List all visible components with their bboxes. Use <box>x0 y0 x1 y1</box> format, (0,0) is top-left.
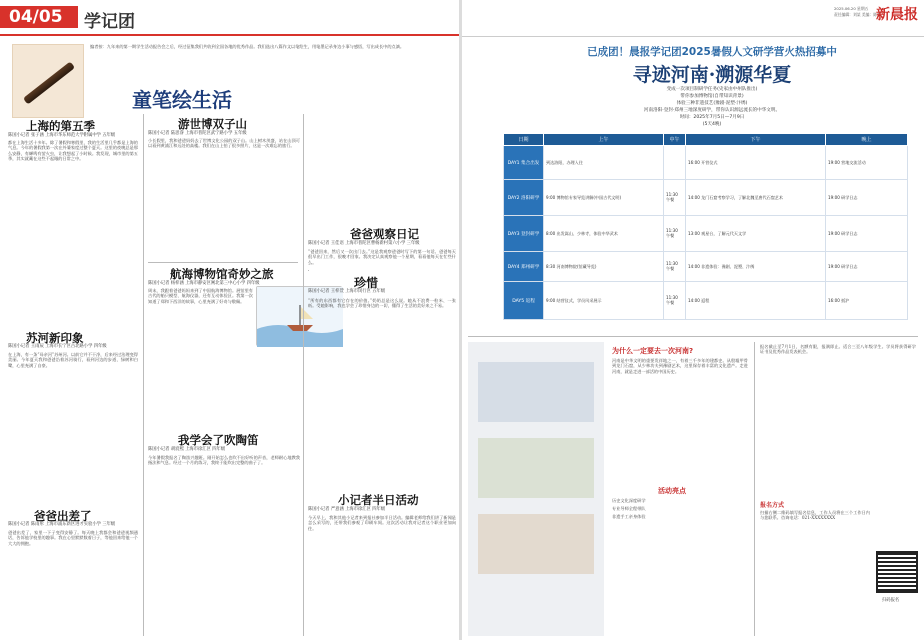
activity-title: 活动亮点 <box>658 487 686 495</box>
article-byline: 陈国小记者 王梓萱 上海市闵行区 五年级 <box>308 289 386 294</box>
table-row <box>504 216 908 252</box>
article-byline: 陈国小记者 严意涵 上海市徐汇区 四年级 <box>308 507 386 512</box>
qr-label: 扫码报名 <box>882 598 900 603</box>
column-divider <box>303 114 304 636</box>
date-tag: 04/05 <box>0 6 78 28</box>
editor-note: 编者按：九年来的第一期学生活动报告会之后，经过征集我们共收到全国各地的优秀作品。我们选出八篇作文以笔绘生，用笔墨记录身边小事与感悟，写出成长中的点滴。 <box>90 44 405 49</box>
article-title: 上海的第五季 <box>26 119 95 133</box>
article-title: 苏河新印象 <box>26 331 84 345</box>
activity-item: 历史文化深度研学 <box>612 498 646 503</box>
column-header: 下午 <box>686 134 826 146</box>
article-body: 今天早上，我和其他小记者来到报社参加半日活动。编辑老师给我们讲了新闻是怎么采写的，还带我们参观了印刷车间。这次活动让我对记者这个职业更加向往。 <box>308 515 456 531</box>
signup-title: 报名方式 <box>760 502 785 509</box>
section-title: 学记团 <box>84 12 135 32</box>
pen-illustration <box>12 44 84 118</box>
afternoon-cell: 14:00 龙门石窟考察学习，了解北魏至唐代石窟艺术 <box>686 180 826 216</box>
evening-cell: 16:00 抵沪 <box>826 282 908 320</box>
issue-date: 2025.06.20 星期五 <box>834 6 869 11</box>
info-body: 报名截止至7月1日，名额有限，报满即止。适合三至八年级学生。学员将获得研学证书及优秀作品发表机会。 <box>760 344 916 355</box>
row-divider <box>148 262 298 263</box>
article-title: 航海博物馆奇妙之旅 <box>170 267 274 281</box>
morning-cell: 9:00 结营仪式，学员风采展示 <box>544 282 664 320</box>
day-cell: DAY5 返程 <box>504 282 544 320</box>
article-title: 爸爸观察日记 <box>350 227 419 241</box>
article-title: 游世博双子山 <box>178 117 247 131</box>
article-body: “所有的东西都有它存在的价值。”奶奶总是这么说。她从不浪费一粒米、一张纸。受她影响，我也学会了珍惜身边的一切，懂得了生活的美好来之不易。 <box>308 298 456 309</box>
day-cell: DAY2 洛阳研学 <box>504 180 544 216</box>
article-byline: 陈国小记者 胡宸熙 上海市徐汇区 四年级 <box>148 447 226 452</box>
column-header: 中午 <box>664 134 686 146</box>
promo-date: 时间：2025年7月5日—7月9日 <box>679 115 745 120</box>
morning-cell: 8:30 河南博物院(馆藏导览) <box>544 252 664 282</box>
question-title: 为什么一定要去一次河南? <box>612 347 694 355</box>
column-divider <box>143 114 144 636</box>
article-body: 爸爸出差了，家里一下子变得安静了。每天晚上我都会和爸爸视频通话，告诉他学校里的趣事。我在心里默默数着日子，等他回来给他一个大大的拥抱。 <box>8 530 138 546</box>
spacer <box>308 270 309 271</box>
table-header-row <box>504 134 908 146</box>
editor-credit: 责任编辑：刘某 美编：陈某 <box>834 12 881 17</box>
day-cell: DAY4 郑州研学 <box>504 252 544 282</box>
promo-line: 变成一次项目制研学任务(史家由中州队推出) <box>666 87 758 92</box>
table-row <box>504 252 908 282</box>
question-body: 河南是中华文明的重要发祥地之一，有着三千多年的建都史。从殷墟甲骨到龙门石窟，从少林功夫到豫剧艺术，这里保存着丰富的文化遗产。走进河南，就是走进一部活的中国历史。 <box>612 358 748 374</box>
activity-item: 非遗手工亲身体验 <box>612 514 646 519</box>
noon-cell: 11:30 午餐 <box>664 282 686 320</box>
table-row <box>504 180 908 216</box>
article-byline: 陈国小记者 张子涵 上海市华东师范大学附属中学 五年级 <box>8 133 116 138</box>
page-header <box>462 0 924 40</box>
promo-title: 寻迹河南·溯源华夏 <box>632 64 792 86</box>
signup-body: 扫描右侧二维码填写报名信息，工作人员将在三个工作日内与您联系。咨询电话：021-XXXXXXXX <box>760 510 870 521</box>
article-title: 珍惜 <box>354 276 379 290</box>
promo-headline: 已成团！晨报学记团2025暑假人文研学营火热招募中 <box>587 46 837 58</box>
day-cell: DAY3 登封研学 <box>504 216 544 252</box>
article-body: 在上海，有一条“母亲河”苏州河。以前它并不干净，后来经过治理变得美丽。今年夏天我和爸爸沿着苏河骑行，看到河边的步道、绿树和白鹭，心里充满了自豪。 <box>8 352 138 368</box>
article-byline: 陈国小记者 杨梓涵 上海市静安区闸北第三中心小学 四年级 <box>148 281 260 286</box>
evening-cell: 19:00 研学日志 <box>826 180 908 216</box>
morning-cell: 8:00 出发嵩山、少林寺，体验中华武术 <box>544 216 664 252</box>
main-title: 童笔绘生活 <box>132 88 232 112</box>
article-byline: 陈国小记者 王雨辰 上海市长宁区古北路小学 四年级 <box>8 344 107 349</box>
article-title: 小记者半日活动 <box>338 493 419 507</box>
article-body: 今年暑假我报名了陶笛兴趣班。刚开始怎么也吹不出好听的声音，老师耐心地教我指法和气息。经过一个月的练习，我终于能吹出完整的曲子了。 <box>148 455 300 466</box>
evening-cell: 19:00 研学日志 <box>826 216 908 252</box>
section-divider <box>468 336 918 337</box>
promo-line: 体验三种非遗技艺(豫剧·泥塑·汴绣) <box>676 101 748 106</box>
evening-cell: 19:00 研学日志 <box>826 252 908 282</box>
side-photo-column <box>468 342 604 636</box>
article-title: 爸爸出差了 <box>34 509 92 523</box>
table-row <box>504 146 908 180</box>
article-title: 我学会了吹陶笛 <box>178 433 259 447</box>
column-header: 上午 <box>544 134 664 146</box>
article-body: 周末，我跟着爸爸妈妈来到了中国航海博物馆。展馆里有古代的船只模型、航海仪器，还有互动体验区。我第一次知道了郑和下西洋的故事，心里充满了好奇与敬佩。 <box>148 288 253 304</box>
evening-cell: 19:00 营地交流活动 <box>826 146 908 180</box>
noon-cell <box>664 146 686 180</box>
noon-cell: 11:30 午餐 <box>664 252 686 282</box>
article-byline: 陈国小记者 王佳语 上海市普陀区曹杨新村第六小学 三年级 <box>308 241 420 246</box>
promo-duration: (5天4晚) <box>702 122 722 127</box>
noon-cell: 11:30 午餐 <box>664 216 686 252</box>
afternoon-cell: 14:00 返程 <box>686 282 826 320</box>
article-body: 小长假里，我和爸爸妈妈去了世博文化公园的双子山。山上树木茂盛，站在山顶可以看到黄浦江和远处的高楼。我们在山上拍了很多照片，这是一次难忘的旅行。 <box>148 138 300 149</box>
newspaper-logo: 新晨报 <box>876 7 918 23</box>
left-page <box>0 0 459 640</box>
afternoon-cell: 13:00 观星台，了解元代天文学 <box>686 216 826 252</box>
column-divider <box>754 342 755 636</box>
afternoon-cell: 14:00 非遗体验：豫剧、泥塑、汴绣 <box>686 252 826 282</box>
header-rule <box>0 34 459 36</box>
table-row <box>504 282 908 320</box>
article-body: 都在上海生活十多年。除了暑假和寒假里，我的生活里几乎都是上海的气息。今年的暑假我第一次在外婆家度过整个夏天。这里的夜晚总是那么安静，有蝉鸣有萤火虫，让我想起了小时候。我发现，城市里的第五季，其实就藏在这些不起眼的日常之中。 <box>8 140 138 162</box>
activity-item: 专业导师全程带队 <box>612 506 646 511</box>
itinerary-table <box>503 133 908 320</box>
promo-line: 河南洛阳·登封·郑州三地深度研学，带你认识源远流长的中华文明。 <box>643 108 781 113</box>
page-header <box>0 0 459 34</box>
article-byline: 陈国小记者 陆思睿 上海市普陀区武宁路小学 五年级 <box>148 131 247 136</box>
promo-line: 带你参加博物馆(自带知识背景) <box>680 94 744 99</box>
qr-code[interactable] <box>876 551 918 593</box>
article-byline: 陈国小记者 陈雨彤 上海市浦东新区进才实验小学 三年级 <box>8 522 116 527</box>
afternoon-cell: 16:00 开营仪式 <box>686 146 826 180</box>
header-rule <box>462 36 924 37</box>
morning-cell: 到达洛阳，办理入住 <box>544 146 664 180</box>
noon-cell: 11:30 午餐 <box>664 180 686 216</box>
day-cell: DAY1 集合出发 <box>504 146 544 180</box>
column-header: 日期 <box>504 134 544 146</box>
column-header: 晚上 <box>826 134 908 146</box>
right-page <box>462 0 924 640</box>
article-body: “爸爸回来，然后又一次出门去。”这是我观察爸爸时写下的第一句话。爸爸每天很早出门工作，很晚才回家。我决定认真观察他一个星期，看看他每天在忙些什么。 <box>308 249 456 265</box>
morning-cell: 9:00 博物馆专家导览讲解(中国古代文明) <box>544 180 664 216</box>
